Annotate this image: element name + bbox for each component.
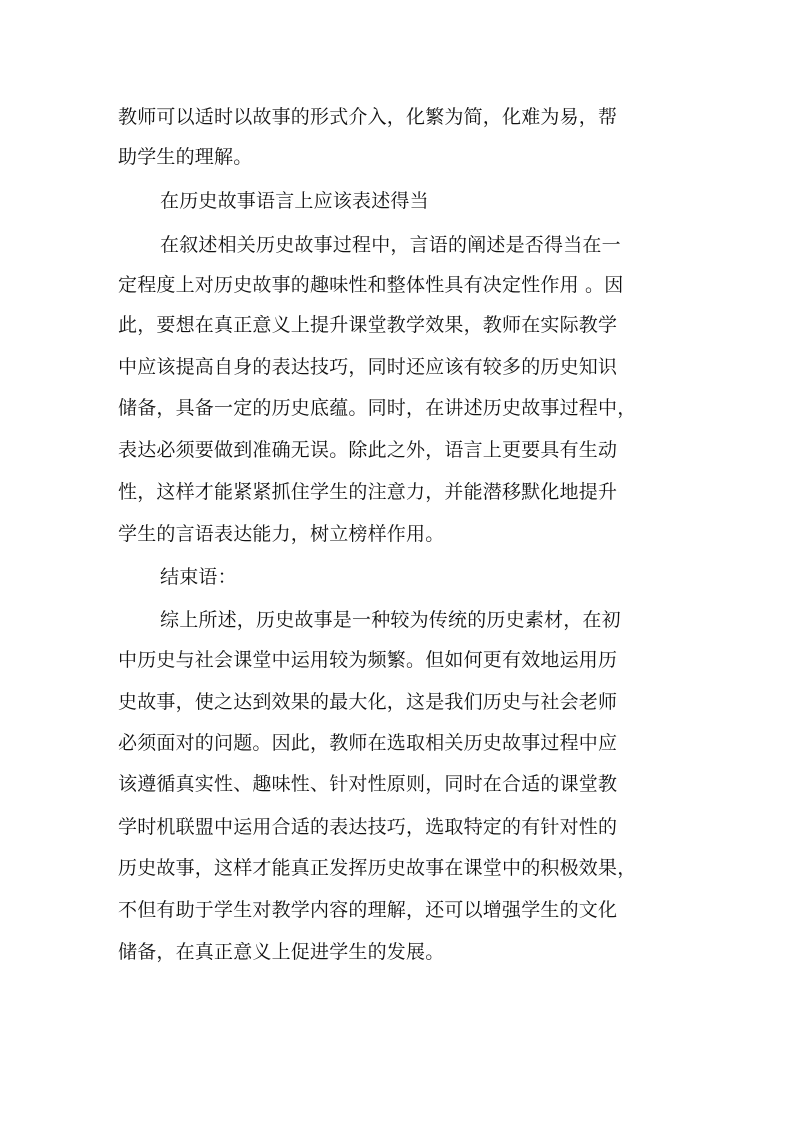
text-line: 储备，在真正意义上促进学生的发展。 xyxy=(118,941,445,963)
text-line: 表达必须要做到准确无误。除此之外，语言上更要具有生动 xyxy=(118,439,618,461)
text-line: 中应该提高自身的表达技巧，同时还应该有较多的历史知识 xyxy=(118,356,618,378)
text-line: 在叙述相关历史故事过程中，言语的阐述是否得当在一 xyxy=(160,234,621,256)
text-line: 中历史与社会课堂中运用较为频繁。但如何更有效地运用历 xyxy=(118,649,618,671)
text-line: 史故事，使之达到效果的最大化，这是我们历史与社会老师 xyxy=(118,691,618,713)
section-heading: 在历史故事语言上应该表述得当 xyxy=(160,190,429,212)
text-line: 综上所述，历史故事是一种较为传统的历史素材，在初 xyxy=(160,609,621,631)
text-line: 此，要想在真正意义上提升课堂教学效果，教师在实际教学 xyxy=(118,314,618,336)
text-line: 不但有助于学生对教学内容的理解，还可以增强学生的文化 xyxy=(118,899,618,921)
text-line: 储备，具备一定的历史底蕴。同时，在讲述历史故事过程中， xyxy=(118,397,637,419)
text-line: 学生的言语表达能力，树立榜样作用。 xyxy=(118,523,445,545)
text-line: 定程度上对历史故事的趣味性和整体性具有决定性作用 。因 xyxy=(118,274,624,296)
text-line: 助学生的理解。 xyxy=(118,146,253,168)
text-line: 必须面对的问题。因此，教师在选取相关历史故事过程中应 xyxy=(118,732,618,754)
text-line: 该遵循真实性、趣味性、针对性原则，同时在合适的课堂教 xyxy=(118,773,618,795)
text-line: 性，这样才能紧紧抓住学生的注意力，并能潜移默化地提升 xyxy=(118,481,618,503)
text-line: 学时机联盟中运用合适的表达技巧，选取特定的有针对性的 xyxy=(118,816,618,838)
text-line: 教师可以适时以故事的形式介入，化繁为简，化难为易，帮 xyxy=(118,106,618,128)
section-heading: 结束语： xyxy=(160,566,237,588)
text-line: 历史故事，这样才能真正发挥历史故事在课堂中的积极效果， xyxy=(118,857,637,879)
